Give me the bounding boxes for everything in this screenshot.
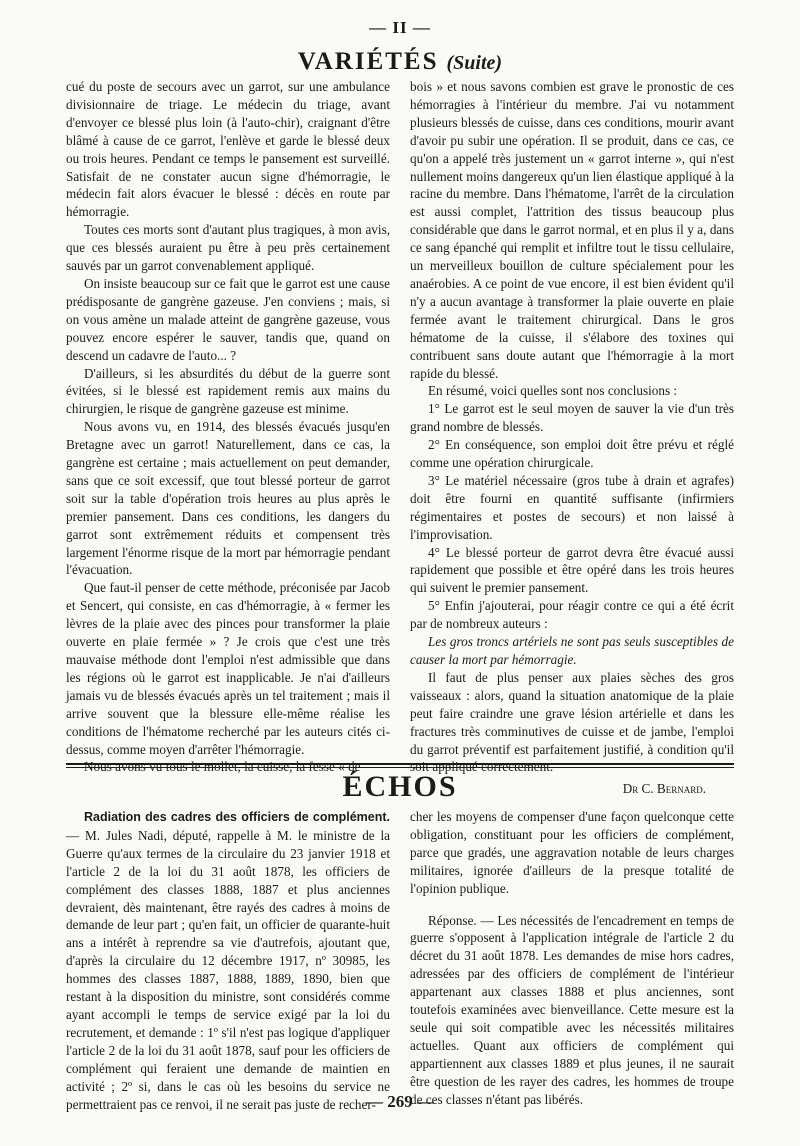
paragraph: On insiste beaucoup sur ce fait que le garrot est une cause prédisposante de gangrène gazeuse. J'en conviens ; mais, si on vous amène un malade atteint de gangrène gazeuse, vous pouvez encore espérer le sauver, tandis que, quand on descend un cadavre de l'auto... ? [66,275,390,363]
paragraph [66,808,390,1113]
conclusion-item: 3° Le matériel nécessaire (gros tube à drain et agrafes) doit être fourni en quantité suffisante (infirmiers régimentaires et postes de secours) et non laissé à l'improvisation. [410,472,734,542]
conclusion-item: 5° Enfin j'ajouterai, pour réagir contre ce qui a été écrit par de nombreux auteurs : [410,598,734,632]
paragraph: Nous avons vu, en 1914, des blessés évacués jusqu'en Bretagne avec un garrot! Naturellement, dans ce cas, la gangrène est certaine ; mais actuellement on peut demander, sans que ce soit excessif, que tout blessé porteur de garrot soit sur la table d'opération trois heures au plus après le premier pansement. Dans ces conditions, les dangers du garrot sont extrêmement réduits et compensent très largement l'énorme risque de la mort par hémorragie pendant l'évacuation. [66,419,390,578]
echos-left-column [66,808,390,1113]
paragraph: bois » et nous savons combien est grave le pronostic de ces hémorragies à l'intérieur du membre. J'ai vu notamment plusieurs blessés de cuisse, dans ces conditions, mourir avant d'avoir pu subir une opération. Il se produit, dans ce cas, ce qu'on a appelé très justement un « garrot interne », qui n'est nullement moins dangereux qu'un lien élastique appliqué à la racine du membre. Dans l'hématome, l'arrêt de la circulation est aussi complet, l'attrition des tissus beaucoup plus considérable que dans le garrot normal, et en plus il y a, dans ce sang épanché qui remplit et infiltre tout le tissu cellulaire, un merveilleux bouillon de culture spécialement pour les anaérobies. A ce point de vue encore, il est bien évident qu'il n'y a aucun avantage à transformer la plaie ouverte en plaie fermée avant le traitement chirurgical. Dans le gros hématome de la cuisse, il s'élabore des toxines qui contribuent sans doute autant que l'hémorragie à la mort rapide du blessé. [410,79,734,381]
paragraph: Toutes ces morts sont d'autant plus tragiques, à mon avis, que ces blessés auraient pu être à peu près certainement sauvés par un garrot convenablement appliqué. [66,222,390,274]
varietes-title: VARIÉTÉS [297,48,439,75]
paragraph: En résumé, voici quelles sont nos conclusions : [428,383,678,399]
echos-lead-title: Radiation des cadres des officiers de complément. [84,810,390,824]
echos-right-column [410,808,734,1109]
conclusion-item: 4° Le blessé porteur de garrot devra être évacué aussi rapidement que possible et être opéré dans les trois heures qui suivent le premier pansement. [410,544,734,596]
paragraph: cher les moyens de compenser d'une façon quelconque cette obligation, constituant pour les officiers de complément, parce que gradés, une aggravation notable de leurs charges militaires, ignorée d'ailleurs de la presque totalité de l'opinion publique. [410,809,734,896]
paragraph: Que faut-il penser de cette méthode, préconisée par Jacob et Sencert, qui consiste, en cas d'hémorragie, à « fermer les lèvres de la plaie avec des pinces pour transformer la plaie ouverte en plaie fermée » ? Je crois que c'est une très mauvaise méthode dont l'emploi n'est admissible que dans les régions où le garrot est inapplicable. Je n'ai d'ailleurs jamais vu de blessés évacués après un tel traitement ; mais il arrive souvent que la blessure elle-même réalise les conditions de l'hématome recherché par les auteurs cités ci-dessus, comme moyen d'arrêter l'hémorragie. [66,580,390,757]
conclusion-item: 2° En conséquence, son emploi doit être prévu et réglé comme une opération chirurgicale. [410,437,734,471]
page-marker: — II — [369,18,431,37]
varietes-right-column [410,78,734,798]
paragraph: Nous avons vu tous le mollet, la cuisse, la fesse « de [84,759,361,775]
echos-question-text: — M. Jules Nadi, député, rappelle à M. le ministre de la Guerre qu'aux termes de la circulaire du 23 janvier 1918 et l'article 2 de la loi du 31 août 1878, les officiers de complément des classes 1888, 1887 et plus anciennes devraient, dès maintenant, être rayés des cadres à moins de demande de leur part ; qu'en fait, un officier de quarante-huit ans a intérêt à reprendre sa vie d'autrefois, ajoutant que, d'après la circulaire du 12 décembre 1917, nº 30985, les hommes des classes 1887, 1888, 1889, 1890, bien que restant à la disposition du ministre, sont considérés comme ayant accompli le temps de service exigé par la loi du recrutement, et demande : 1º s'il n'est pas logique d'appliquer l'article 2 de la loi du 31 août 1878, sauf pour les officiers de complément qui feraient une demande de maintien en activité ; 2º si, dans le cas où les besoins du service ne permettraient pas ce renvoi, il ne serait pas juste de recher- [66,827,390,1112]
conclusion-item: 1° Le garrot est le seul moyen de sauver la vie d'un très grand nombre de blessés. [410,401,734,435]
paragraph: Il faut de plus penser aux plaies sèches des gros vaisseaux : alors, quand la situation anatomique de la plaie peut faire craindre une grave lésion artérielle et dans les fractures très comminutives de cuisse et de jambe, l'emploi du garrot préventif est parfaitement justifié, à condition qu'il soit appliqué correctement. [410,669,734,775]
section-divider [66,763,734,765]
paragraph: D'ailleurs, si les absurdités du début de la guerre sont évitées, si le blessé est rapidement remis aux mains du chirurgien, le risque de gangrène gazeuse est minime. [66,365,390,417]
response-paragraph: Réponse. — Les nécessités de l'encadrement en temps de guerre s'opposent à l'application intégrale de l'article 2 du décret du 31 août 1878. Les demandes de mise hors cadres, adressées par des officiers de complément de l'intérieur appartenant aux classes 1888 et plus anciennes, sont toutefois examinées avec bienveillance. Cette mesure est la seule qui soit compatible avec les nécessités militaires actuelles. Quant aux officiers de complément qui appartiennent aux classes 1889 et plus jeunes, il ne saurait être question de les rayer des cadres, les hommes de troupe de ces classes n'étant pas libérés. [410,912,734,1107]
author-signature: Dr C. Bernard. [622,781,706,797]
varietes-left-column [66,78,390,776]
echos-title: ÉCHOS [342,770,458,803]
italic-statement: Les gros troncs artériels ne sont pas seuls susceptibles de causer la mort par hémorragie. [410,634,734,667]
page-number: — 269 — [366,1092,434,1111]
varietes-subtitle: (Suite) [446,52,503,74]
varietes-heading [0,48,800,76]
paragraph: cué du poste de secours avec un garrot, sur une ambulance divisionnaire de triage. Le médecin du triage, avant d'envoyer ce blessé plus loin (à l'auto-chir), craignant d'être blâmé à cause de ce garrot, l'enlève et garde le blessé deux ou trois heures. Pendant ce temps le pansement est surveillé. Satisfait de ne constater aucun signe d'hémorragie, le médecin fait alors évacuer le blessé : décès en route par hémorragie. [66,79,390,220]
section-divider-thin [66,767,734,768]
